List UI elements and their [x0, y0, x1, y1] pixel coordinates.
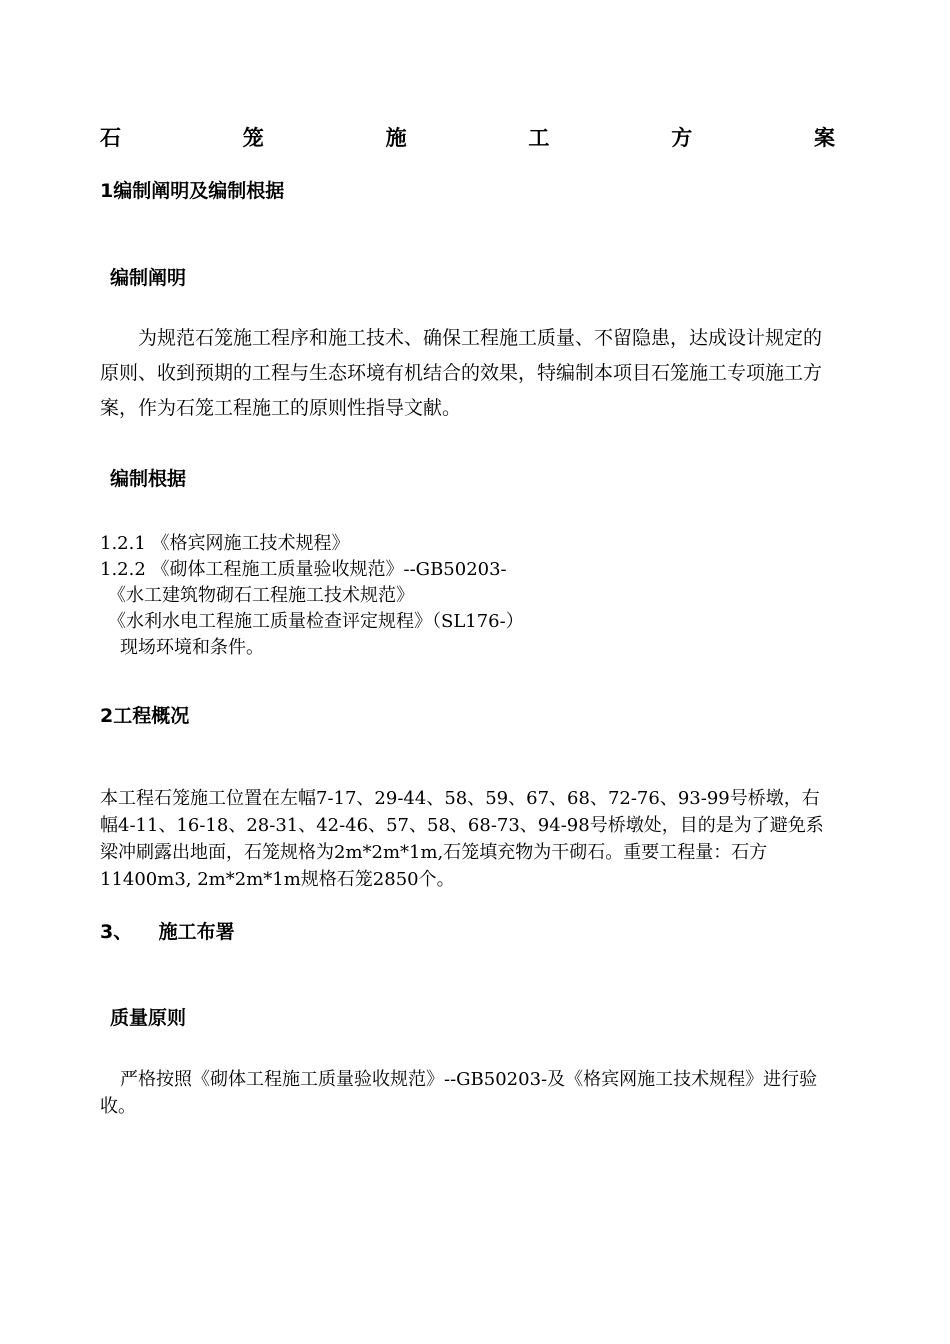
section-3-1-paragraph: 严格按照《砌体工程施工质量验收规范》--GB50203-及《格宾网施工技术规程》进行验收。 [100, 1069, 818, 1117]
section-1-1-paragraph: 为规范石笼施工程序和施工技术、确保工程施工质量、不留隐患，达成设计规定的原则、收到预期的工程与生态环境有机结合的效果，特编制本项目石笼施工专项施工方案，作为石笼工程施工的原则性指导文献。 [100, 327, 823, 419]
title-char: 方 [671, 125, 693, 150]
section-1-2-heading: 编制根据 [110, 468, 187, 490]
section-1-heading: 1编制阐明及编制根据 [100, 180, 285, 202]
section-3-heading: 3、 施工布署 [100, 921, 235, 943]
section-2-heading: 2工程概况 [100, 705, 190, 727]
basis-item: 现场环境和条件。 [120, 637, 264, 658]
section-2-paragraph: 本工程石笼施工位置在左幅7-17、29-44、58、59、67、68、72-76、93-99号桥墩，右幅4-11、16-18、28-31、42-46、57、58、68-73、94-98号桥墩处，目的是为了避免系梁冲刷露出地面，石笼规格为2m*2m*1m,石笼填充物为干砌石。重要工程量：石方11400m3, 2m*2m*1m规格石笼2850个。 [100, 788, 824, 890]
title-char: 案 [813, 125, 835, 150]
title-char: 笼 [242, 125, 264, 150]
basis-list [100, 531, 835, 661]
basis-item: 1.2.1 《格宾网施工技术规程》 [100, 533, 350, 554]
basis-item: 《水利水电工程施工质量检查评定规程》（SL176-） [108, 611, 524, 632]
document-title [100, 122, 835, 152]
title-char: 工 [528, 125, 550, 150]
section-3-1-heading: 质量原则 [110, 1007, 187, 1029]
title-char: 石 [100, 125, 121, 150]
section-1-1-heading: 编制阐明 [110, 267, 187, 289]
title-char: 施 [385, 125, 407, 150]
basis-item: 1.2.2 《砌体工程施工质量验收规范》--GB50203- [100, 559, 507, 580]
basis-item: 《水工建筑物砌石工程施工技术规范》 [108, 585, 414, 606]
